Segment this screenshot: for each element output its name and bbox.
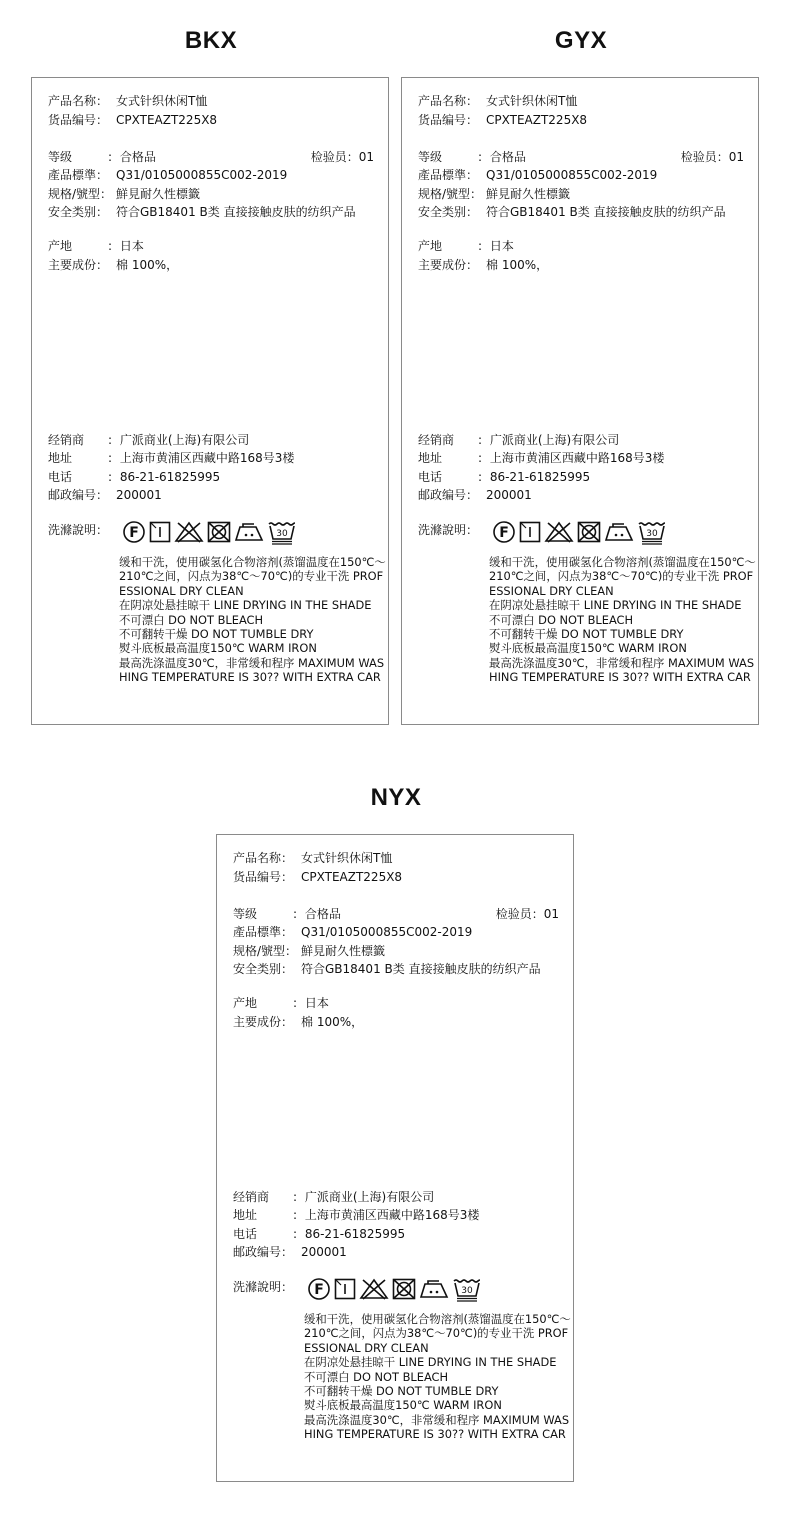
- postcode-value: 200001: [486, 488, 532, 502]
- line-dry-shade-icon: [334, 1278, 359, 1300]
- product-name-value: 女式针织休闲T恤: [116, 94, 208, 108]
- dry-clean-letter: F: [129, 525, 139, 541]
- inspector-label: 检验员：: [680, 150, 729, 164]
- care-instruction-line: 在阴凉处悬挂晾干 LINE DRYING IN THE SHADE: [119, 598, 372, 613]
- safety-category-label: 安全类别：: [418, 205, 479, 219]
- care-instruction-line: 不可漂白 DO NOT BLEACH: [304, 1369, 449, 1384]
- dry-clean-letter: F: [314, 1282, 324, 1298]
- spec-row: [233, 942, 385, 960]
- grade-label: 等级: [48, 150, 73, 164]
- grade-value: 合格品: [304, 907, 341, 921]
- address-value: 上海市黄浦区西藏中路168号3楼: [119, 451, 295, 465]
- care-instruction-line: 不可翻转干燥 DO NOT TUMBLE DRY: [304, 1384, 499, 1399]
- care-instruction-line: 缓和干洗，使用碳氢化合物溶剂(蒸馏温度在150℃～210℃之间，闪点为38℃～70℃)的专业干洗 PROFESSIONAL DRY CLEAN: [304, 1312, 571, 1355]
- product-standard-label: 產品標準：: [418, 168, 479, 182]
- origin-label: 产地: [48, 239, 73, 253]
- origin-row: 产地 : 日本: [48, 239, 144, 253]
- safety-category-value: 符合GB18401 B类 直接接触皮肤的纺织产品: [486, 205, 726, 219]
- care-instruction-line: 不可翻转干燥 DO NOT TUMBLE DRY: [119, 627, 314, 642]
- composition-row: [48, 256, 178, 274]
- care-instruction-line: 最高洗涤温度30℃，非常缓和程序 MAXIMUM WASHING TEMPERATURE IS 30?? WITH EXTRA CAR: [489, 655, 755, 685]
- postcode-label: 邮政编号：: [233, 1245, 294, 1259]
- care-instructions-label: 洗滌說明：: [48, 523, 109, 537]
- warm-iron-icon: [604, 521, 637, 543]
- grade-value: 合格品: [119, 150, 156, 164]
- spec-value: 鮮見耐久性標籤: [301, 944, 386, 958]
- phone-value: 86-21-61825995: [119, 470, 221, 484]
- care-instruction-line: 最高洗涤温度30℃，非常缓和程序 MAXIMUM WASHING TEMPERATURE IS 30?? WITH EXTRA CAR: [119, 655, 385, 685]
- care-label-card: [216, 834, 574, 1482]
- phone-row: 电话 : 86-21-61825995: [48, 470, 221, 484]
- spec-label: 规格/號型：: [418, 187, 483, 201]
- phone-label: 电话: [48, 470, 73, 484]
- care-instruction-line: 不可漂白 DO NOT BLEACH: [489, 612, 634, 627]
- dealer-value: 广派商业(上海)有限公司: [119, 433, 250, 447]
- dealer-row: 经销商 : 广派商业(上海)有限公司: [418, 433, 620, 447]
- dry-clean-letter: F: [499, 525, 509, 541]
- inspector-value: 01: [543, 907, 559, 921]
- line-dry-shade-icon: [149, 521, 174, 543]
- do-not-tumble-dry-icon: [392, 1278, 419, 1300]
- product-standard-value: Q31/0105000855C002-2019: [486, 168, 658, 182]
- phone-value: 86-21-61825995: [304, 1227, 406, 1241]
- spec-label: 规格/號型：: [48, 187, 113, 201]
- dealer-label: 经销商: [48, 433, 85, 447]
- dealer-value: 广派商业(上海)有限公司: [489, 433, 620, 447]
- item-number-value: CPXTEAZT225X8: [116, 113, 218, 127]
- product-name-label: 产品名称：: [233, 851, 294, 865]
- inspector-row: [681, 148, 744, 166]
- address-label: 地址: [418, 451, 443, 465]
- wash-temp: 30: [646, 529, 658, 539]
- grade-label: 等级: [233, 907, 258, 921]
- item-number-row: [48, 111, 217, 129]
- product-name-row: [48, 92, 207, 110]
- product-name-label: 产品名称：: [48, 94, 109, 108]
- origin-row: 产地 : 日本: [233, 996, 329, 1010]
- inspector-label: 检验员：: [310, 150, 359, 164]
- grade-row: 等级 : 合格品: [233, 907, 341, 921]
- care-instruction-line: 熨斗底板最高温度150℃ WARM IRON: [489, 641, 687, 656]
- product-standard-row: [233, 923, 472, 941]
- origin-label: 产地: [418, 239, 443, 253]
- inspector-value: 01: [358, 150, 374, 164]
- care-instruction-line: 最高洗涤温度30℃，非常缓和程序 MAXIMUM WASHING TEMPERATURE IS 30?? WITH EXTRA CAR: [304, 1412, 570, 1442]
- origin-row: 产地 : 日本: [418, 239, 514, 253]
- care-instructions-text: [304, 1312, 574, 1442]
- wash-temp: 30: [461, 1286, 473, 1296]
- color-code-title: NYX: [370, 784, 422, 811]
- phone-value: 86-21-61825995: [489, 470, 591, 484]
- address-value: 上海市黄浦区西藏中路168号3楼: [304, 1208, 480, 1222]
- product-standard-value: Q31/0105000855C002-2019: [301, 925, 473, 939]
- dealer-row: 经销商 : 广派商业(上海)有限公司: [233, 1190, 435, 1204]
- dealer-row: 经销商 : 广派商业(上海)有限公司: [48, 433, 250, 447]
- safety-category-value: 符合GB18401 B类 直接接触皮肤的纺织产品: [301, 962, 541, 976]
- item-number-row: [233, 868, 402, 886]
- composition-label: 主要成份：: [418, 258, 479, 272]
- product-name-label: 产品名称：: [418, 94, 479, 108]
- address-row: 地址 : 上海市黄浦区西藏中路168号3楼: [233, 1208, 480, 1222]
- color-code-title: BKX: [184, 27, 238, 54]
- color-code-title: GYX: [554, 27, 608, 54]
- care-instruction-line: 熨斗底板最高温度150℃ WARM IRON: [119, 641, 317, 656]
- warm-iron-icon: [419, 1278, 452, 1300]
- grade-label: 等级: [418, 150, 443, 164]
- dry-clean-f-icon: [307, 1277, 334, 1301]
- dealer-label: 经销商: [233, 1190, 270, 1204]
- grade-row: 等级 : 合格品: [48, 150, 156, 164]
- wash-temp: 30: [276, 529, 288, 539]
- inspector-label: 检验员：: [495, 907, 544, 921]
- composition-value: 棉 100%，: [301, 1015, 364, 1029]
- postcode-label: 邮政编号：: [48, 488, 109, 502]
- address-label: 地址: [233, 1208, 258, 1222]
- phone-label: 电话: [418, 470, 443, 484]
- safety-category-value: 符合GB18401 B类 直接接触皮肤的纺织产品: [116, 205, 356, 219]
- address-label: 地址: [48, 451, 73, 465]
- care-instruction-line: 在阴凉处悬挂晾干 LINE DRYING IN THE SHADE: [304, 1355, 557, 1370]
- care-instruction-line: 在阴凉处悬挂晾干 LINE DRYING IN THE SHADE: [489, 598, 742, 613]
- care-symbols: [307, 1276, 485, 1302]
- product-name-value: 女式针织休闲T恤: [301, 851, 393, 865]
- origin-value: 日本: [489, 239, 514, 253]
- origin-value: 日本: [304, 996, 329, 1010]
- address-row: 地址 : 上海市黄浦区西藏中路168号3楼: [48, 451, 295, 465]
- composition-label: 主要成份：: [233, 1015, 294, 1029]
- care-instructions-label: 洗滌說明：: [233, 1280, 294, 1294]
- inspector-value: 01: [728, 150, 744, 164]
- care-instruction-line: 缓和干洗，使用碳氢化合物溶剂(蒸馏温度在150℃～210℃之间，闪点为38℃～70℃)的专业干洗 PROFESSIONAL DRY CLEAN: [489, 555, 756, 598]
- product-standard-value: Q31/0105000855C002-2019: [116, 168, 288, 182]
- wash-30-gentle-icon: [637, 519, 670, 545]
- postcode-label: 邮政编号：: [418, 488, 479, 502]
- spec-row: [48, 185, 200, 203]
- label-group-nyx: [216, 0, 576, 1518]
- postcode-row: [48, 486, 162, 504]
- spec-label: 规格/號型：: [233, 944, 298, 958]
- care-instructions-label: 洗滌說明：: [418, 523, 479, 537]
- composition-value: 棉 100%，: [486, 258, 549, 272]
- product-name-value: 女式针织休闲T恤: [486, 94, 578, 108]
- address-row: 地址 : 上海市黄浦区西藏中路168号3楼: [418, 451, 665, 465]
- postcode-row: [233, 1243, 347, 1261]
- wash-30-gentle-icon: [452, 1276, 485, 1302]
- spec-value: 鮮見耐久性標籤: [116, 187, 201, 201]
- origin-value: 日本: [119, 239, 144, 253]
- phone-label: 电话: [233, 1227, 258, 1241]
- item-number-value: CPXTEAZT225X8: [486, 113, 588, 127]
- care-instruction-line: 熨斗底板最高温度150℃ WARM IRON: [304, 1398, 502, 1413]
- product-standard-label: 產品標準：: [48, 168, 109, 182]
- dry-clean-f-icon: [122, 520, 149, 544]
- inspector-row: [496, 905, 559, 923]
- phone-row: 电话 : 86-21-61825995: [233, 1227, 406, 1241]
- spec-value: 鮮見耐久性標籤: [486, 187, 571, 201]
- address-value: 上海市黄浦区西藏中路168号3楼: [489, 451, 665, 465]
- do-not-bleach-icon: [174, 521, 207, 543]
- item-number-label: 货品编号：: [48, 113, 109, 127]
- safety-category-row: [233, 960, 541, 978]
- product-name-row: [233, 849, 392, 867]
- composition-label: 主要成份：: [48, 258, 109, 272]
- item-number-label: 货品编号：: [418, 113, 479, 127]
- item-number-value: CPXTEAZT225X8: [301, 870, 403, 884]
- product-standard-label: 產品標準：: [233, 925, 294, 939]
- postcode-value: 200001: [116, 488, 162, 502]
- grade-value: 合格品: [489, 150, 526, 164]
- care-instruction-line: 不可漂白 DO NOT BLEACH: [119, 612, 264, 627]
- dealer-label: 经销商: [418, 433, 455, 447]
- dealer-value: 广派商业(上海)有限公司: [304, 1190, 435, 1204]
- origin-label: 产地: [233, 996, 258, 1010]
- care-instruction-line: 缓和干洗，使用碳氢化合物溶剂(蒸馏温度在150℃～210℃之间，闪点为38℃～70℃)的专业干洗 PROFESSIONAL DRY CLEAN: [119, 555, 386, 598]
- do-not-tumble-dry-icon: [577, 521, 604, 543]
- care-instruction-line: 不可翻转干燥 DO NOT TUMBLE DRY: [489, 627, 684, 642]
- safety-category-label: 安全类别：: [48, 205, 109, 219]
- composition-row: [233, 1013, 363, 1031]
- item-number-label: 货品编号：: [233, 870, 294, 884]
- postcode-value: 200001: [301, 1245, 347, 1259]
- safety-category-label: 安全类别：: [233, 962, 294, 976]
- grade-row: 等级 : 合格品: [418, 150, 526, 164]
- do-not-bleach-icon: [359, 1278, 392, 1300]
- composition-value: 棉 100%，: [116, 258, 179, 272]
- phone-row: 电话 : 86-21-61825995: [418, 470, 591, 484]
